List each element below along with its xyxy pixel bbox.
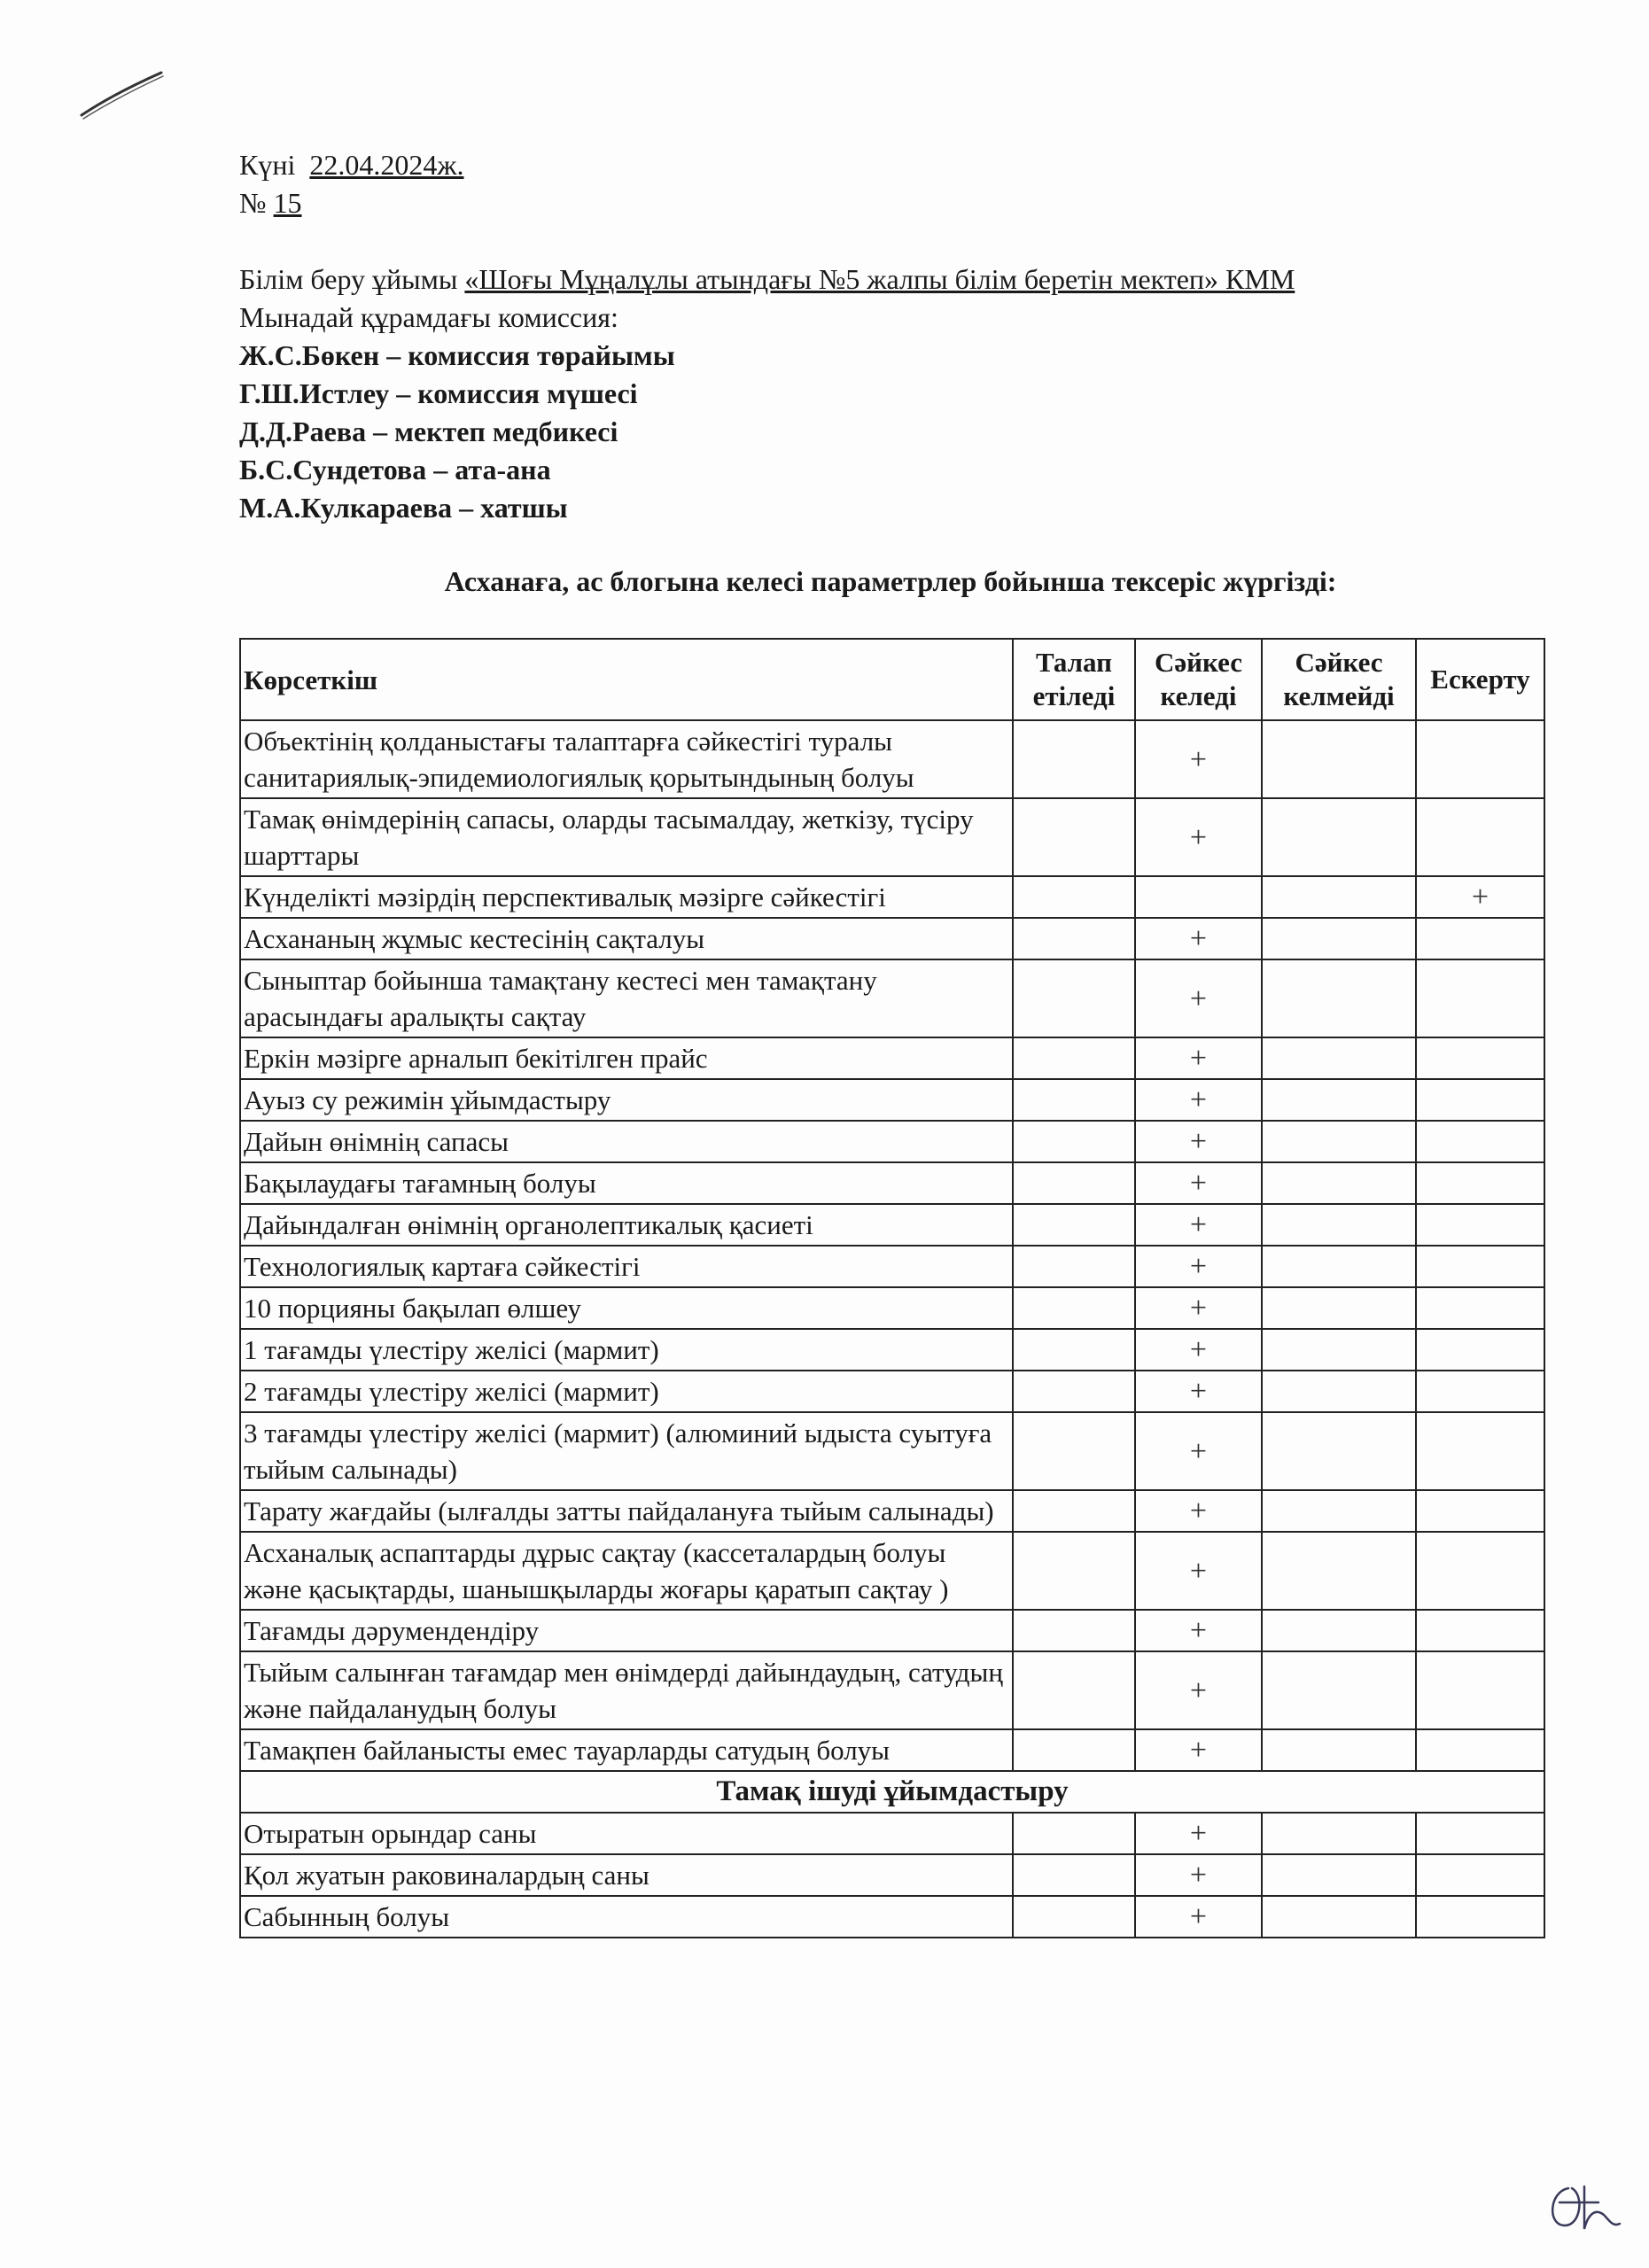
required-cell [1013,1079,1135,1121]
required-cell [1013,1854,1135,1896]
compliant-cell: + [1135,720,1262,798]
required-cell [1013,918,1135,959]
required-cell [1013,1121,1135,1162]
note-cell [1416,1490,1544,1532]
noncompliant-cell [1262,1246,1416,1287]
indicator-cell: Технологиялық картаға сәйкестігі [240,1246,1013,1287]
note-cell [1416,1412,1544,1490]
noncompliant-cell [1262,1162,1416,1204]
noncompliant-cell [1262,1729,1416,1771]
compliant-cell: + [1135,1204,1262,1246]
indicator-cell: Отыратын орындар саны [240,1813,1013,1854]
table-row [240,1532,1544,1610]
pen-stroke-mark [78,69,167,122]
required-cell [1013,720,1135,798]
number-value: 15 [273,187,302,219]
noncompliant-cell [1262,876,1416,918]
header-compliant: Сәйкес келеді [1135,639,1262,720]
note-cell [1416,1371,1544,1412]
compliant-cell: + [1135,1037,1262,1079]
table-row [240,798,1544,876]
note-cell [1416,1610,1544,1651]
note-cell [1416,918,1544,959]
indicator-cell: Объектінің қолданыстағы талаптарға сәйкестігі туралы санитариялық-эпидемиологиялық қорытындының болуы [240,720,1013,798]
table-row [240,1204,1544,1246]
required-cell [1013,1329,1135,1371]
note-cell [1416,959,1544,1037]
required-cell [1013,1162,1135,1204]
noncompliant-cell [1262,1651,1416,1729]
table-row [240,1329,1544,1371]
signature-mark [1542,2171,1626,2237]
required-cell [1013,1287,1135,1329]
required-cell [1013,798,1135,876]
header-required: Талап етіледі [1013,639,1135,720]
note-cell [1416,1729,1544,1771]
table-row [240,1037,1544,1079]
required-cell [1013,1246,1135,1287]
note-cell [1416,1246,1544,1287]
header-note: Ескерту [1416,639,1544,720]
note-cell [1416,720,1544,798]
noncompliant-cell [1262,1490,1416,1532]
required-cell [1013,1610,1135,1651]
note-cell [1416,1854,1544,1896]
table-row [240,1729,1544,1771]
noncompliant-cell [1262,1329,1416,1371]
indicator-cell: 3 тағамды үлестіру желісі (мармит) (алюминий ыдыста суытуға тыйым салынады) [240,1412,1013,1490]
indicator-cell: Сабынның болуы [240,1896,1013,1938]
indicator-cell: Асханалық аспаптарды дұрыс сақтау (кассеталардың болуы және қасықтарды, шанышқыларды жоғары қаратып сақтау ) [240,1532,1013,1610]
indicator-cell: Қол жуатын раковиналардың саны [240,1854,1013,1896]
note-cell: + [1416,876,1544,918]
note-cell [1416,1037,1544,1079]
number-label: № [239,187,267,219]
noncompliant-cell [1262,1037,1416,1079]
table-row [240,1896,1544,1938]
table-row [240,1162,1544,1204]
compliant-cell: + [1135,1079,1262,1121]
noncompliant-cell [1262,918,1416,959]
indicator-cell: Дайындалған өнімнің органолептикалық қасиеті [240,1204,1013,1246]
noncompliant-cell [1262,1204,1416,1246]
commission-member: Б.С.Сундетова – ата-ана [239,454,551,485]
required-cell [1013,1729,1135,1771]
compliant-cell: + [1135,1532,1262,1610]
note-cell [1416,1204,1544,1246]
inspection-subtitle: Асханаға, ас блогына келесі параметрлер бойынша тексеріс жүргізді: [444,565,1337,597]
indicator-cell: 10 порцияны бақылап өлшеу [240,1287,1013,1329]
indicator-cell: Тамақпен байланысты емес тауарларды сатудың болуы [240,1729,1013,1771]
noncompliant-cell [1262,1854,1416,1896]
table-row [240,876,1544,918]
compliant-cell: + [1135,959,1262,1037]
noncompliant-cell [1262,1412,1416,1490]
table-header-row [240,639,1544,720]
indicator-cell: Ауыз су режимін ұйымдастыру [240,1079,1013,1121]
date-label: Күні [239,149,296,181]
note-cell [1416,1813,1544,1854]
compliant-cell: + [1135,1371,1262,1412]
note-cell [1416,1896,1544,1938]
compliant-cell: + [1135,1287,1262,1329]
required-cell [1013,876,1135,918]
table-row [240,918,1544,959]
number-line [239,184,1568,222]
indicator-cell: Асхананың жұмыс кестесінің сақталуы [240,918,1013,959]
organization-line [239,260,1568,299]
compliant-cell: + [1135,1121,1262,1162]
date-line [239,146,1568,184]
date-value: 22.04.2024ж. [309,149,464,181]
table-row [240,1287,1544,1329]
noncompliant-cell [1262,1532,1416,1610]
table-row [240,1412,1544,1490]
commission-member: Ж.С.Бөкен – комиссия төрайымы [239,339,675,371]
noncompliant-cell [1262,959,1416,1037]
header-noncompliant: Сәйкес келмейді [1262,639,1416,720]
compliant-cell: + [1135,1729,1262,1771]
indicator-cell: Тыйым салынған тағамдар мен өнімдерді дайындаудың, сатудың және пайдаланудың болуы [240,1651,1013,1729]
header-indicator: Көрсеткіш [240,639,1013,720]
section-title: Тамақ ішуді ұйымдастыру [240,1771,1544,1813]
indicator-cell: Сыныптар бойынша тамақтану кестесі мен тамақтану арасындағы аралықты сақтау [240,959,1013,1037]
note-cell [1416,1651,1544,1729]
required-cell [1013,1412,1135,1490]
noncompliant-cell [1262,1121,1416,1162]
organization-label: Білім беру ұйымы [239,263,458,295]
note-cell [1416,1121,1544,1162]
required-cell [1013,1037,1135,1079]
indicator-cell: Дайын өнімнің сапасы [240,1121,1013,1162]
indicator-cell: Бақылаудағы тағамның болуы [240,1162,1013,1204]
commission-member: М.А.Кулкараева – хатшы [239,492,568,524]
note-cell [1416,1287,1544,1329]
note-cell [1416,798,1544,876]
compliant-cell: + [1135,1490,1262,1532]
table-row [240,1079,1544,1121]
document-header [239,146,1568,527]
indicator-cell: Еркін мәзірге арналып бекітілген прайс [240,1037,1013,1079]
note-cell [1416,1079,1544,1121]
noncompliant-cell [1262,1813,1416,1854]
compliant-cell: + [1135,1651,1262,1729]
compliant-cell [1135,876,1262,918]
required-cell [1013,1371,1135,1412]
table-row [240,1813,1544,1854]
noncompliant-cell [1262,1610,1416,1651]
compliant-cell: + [1135,1813,1262,1854]
compliant-cell: + [1135,1854,1262,1896]
table-row [240,1610,1544,1651]
indicator-cell: Тарату жағдайы (ылғалды затты пайдалануға тыйым салынады) [240,1490,1013,1532]
noncompliant-cell [1262,798,1416,876]
compliant-cell: + [1135,798,1262,876]
table-row [240,959,1544,1037]
required-cell [1013,1896,1135,1938]
indicator-cell: Тамақ өнімдерінің сапасы, оларды тасымалдау, жеткізу, түсіру шарттары [240,798,1013,876]
compliant-cell: + [1135,1412,1262,1490]
note-cell [1416,1162,1544,1204]
compliant-cell: + [1135,1329,1262,1371]
required-cell [1013,1651,1135,1729]
compliant-cell: + [1135,1896,1262,1938]
table-row [240,720,1544,798]
indicator-cell: 1 тағамды үлестіру желісі (мармит) [240,1329,1013,1371]
noncompliant-cell [1262,1371,1416,1412]
required-cell [1013,1204,1135,1246]
noncompliant-cell [1262,1896,1416,1938]
required-cell [1013,1490,1135,1532]
inspection-table [239,638,1545,1938]
indicator-cell: 2 тағамды үлестіру желісі (мармит) [240,1371,1013,1412]
note-cell [1416,1532,1544,1610]
required-cell [1013,959,1135,1037]
compliant-cell: + [1135,1246,1262,1287]
table-row [240,1490,1544,1532]
organization-name: «Шоғы Мұңалұлы атындағы №5 жалпы білім беретін мектеп» КММ [464,263,1295,295]
table-row [240,1651,1544,1729]
compliant-cell: + [1135,1610,1262,1651]
compliant-cell: + [1135,1162,1262,1204]
compliant-cell: + [1135,918,1262,959]
table-row [240,1246,1544,1287]
section-row [240,1771,1544,1813]
indicator-cell: Тағамды дәрумендендіру [240,1610,1013,1651]
noncompliant-cell [1262,1079,1416,1121]
table-row [240,1854,1544,1896]
indicator-cell: Күнделікті мәзірдің перспективалық мәзірге сәйкестігі [240,876,1013,918]
noncompliant-cell [1262,1287,1416,1329]
table-row [240,1121,1544,1162]
required-cell [1013,1813,1135,1854]
commission-member: Д.Д.Раева – мектеп медбикесі [239,416,618,447]
noncompliant-cell [1262,720,1416,798]
commission-intro: Мынадай құрамдағы комиссия: [239,301,618,333]
required-cell [1013,1532,1135,1610]
note-cell [1416,1329,1544,1371]
table-row [240,1371,1544,1412]
commission-member: Г.Ш.Истлеу – комиссия мүшесі [239,377,638,409]
